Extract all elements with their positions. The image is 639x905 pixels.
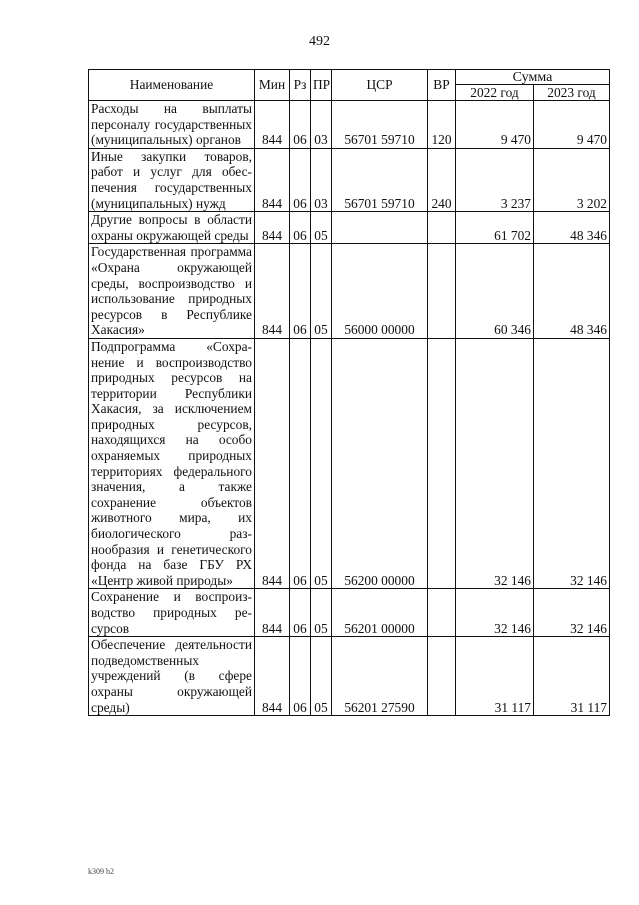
row-vr [428,637,456,716]
header-row [89,70,610,85]
row-pr: 03 [311,148,332,211]
row-name: Другие вопросы в области охраны окружающей среды [89,212,255,244]
header-name: Наименование [89,70,255,101]
row-min: 844 [255,212,290,244]
header-csr: ЦСР [332,70,428,101]
row-vr [428,338,456,589]
row-sum-2022: 31 117 [456,637,534,716]
row-csr: 56201 00000 [332,589,428,637]
row-min: 844 [255,637,290,716]
page-number: 492 [309,34,330,49]
row-sum-2023: 3 202 [534,148,610,211]
row-rz: 06 [290,589,311,637]
row-csr: 56701 59710 [332,148,428,211]
row-rz: 06 [290,338,311,589]
table-row [89,212,610,244]
row-csr: 56201 27590 [332,637,428,716]
row-name: Государственная программа «Охрана окружающей среды, воспроизводство и использование природных ресурсов в Республике Хакасия» [89,244,255,339]
row-sum-2022: 32 146 [456,589,534,637]
header-year-2023: 2023 год [534,85,610,101]
row-min: 844 [255,338,290,589]
row-vr [428,589,456,637]
row-csr: 56000 00000 [332,244,428,339]
row-csr [332,212,428,244]
row-min: 844 [255,101,290,149]
header-year-2022: 2022 год [456,85,534,101]
row-sum-2022: 3 237 [456,148,534,211]
row-name: Иные закупки товаров, работ и услуг для обеспечения государственных (муниципальных) нужд [89,148,255,211]
table-row [89,101,610,149]
header-vr: ВР [428,70,456,101]
row-pr: 05 [311,212,332,244]
row-name: Обеспечение деятельности подведомственных учреждений (в сфере охраны окружающей среды) [89,637,255,716]
row-sum-2022: 32 146 [456,338,534,589]
header-pr: ПР [311,70,332,101]
row-vr [428,244,456,339]
row-min: 844 [255,148,290,211]
row-rz: 06 [290,148,311,211]
row-sum-2022: 60 346 [456,244,534,339]
row-rz: 06 [290,637,311,716]
row-pr: 05 [311,589,332,637]
table-row [89,338,610,589]
row-rz: 06 [290,101,311,149]
row-sum-2022: 61 702 [456,212,534,244]
budget-table [88,69,610,716]
row-min: 844 [255,244,290,339]
row-name: Сохранение и воспроизводство природных ресурсов [89,589,255,637]
table-row [89,637,610,716]
header-min: Мин [255,70,290,101]
table-row [89,589,610,637]
row-csr: 56200 00000 [332,338,428,589]
row-sum-2023: 31 117 [534,637,610,716]
header-rz: Рз [290,70,311,101]
row-min: 844 [255,589,290,637]
row-rz: 06 [290,212,311,244]
footer-code: k309 b2 [88,867,114,876]
row-vr: 120 [428,101,456,149]
row-pr: 05 [311,244,332,339]
row-sum-2023: 48 346 [534,212,610,244]
row-csr: 56701 59710 [332,101,428,149]
row-vr: 240 [428,148,456,211]
table-row [89,244,610,339]
row-name: Расходы на выплаты персоналу государственных (муниципальных) органов [89,101,255,149]
row-vr [428,212,456,244]
row-sum-2022: 9 470 [456,101,534,149]
row-sum-2023: 9 470 [534,101,610,149]
row-sum-2023: 48 346 [534,244,610,339]
row-pr: 03 [311,101,332,149]
row-rz: 06 [290,244,311,339]
row-name: Подпрограмма «Сохранение и воспроизводство природных ресурсов на территории Республики Хакасия, за исключением природных ресурсов, находящихся на особо охраняемых природных территориях федерального значения, а также сохранение объектов животного мира, их биологического разнообразия и генетического фонда на базе ГБУ РХ «Центр живой природы» [89,338,255,589]
row-pr: 05 [311,637,332,716]
header-sum: Сумма [456,70,610,85]
table-row [89,148,610,211]
row-pr: 05 [311,338,332,589]
row-sum-2023: 32 146 [534,338,610,589]
row-sum-2023: 32 146 [534,589,610,637]
